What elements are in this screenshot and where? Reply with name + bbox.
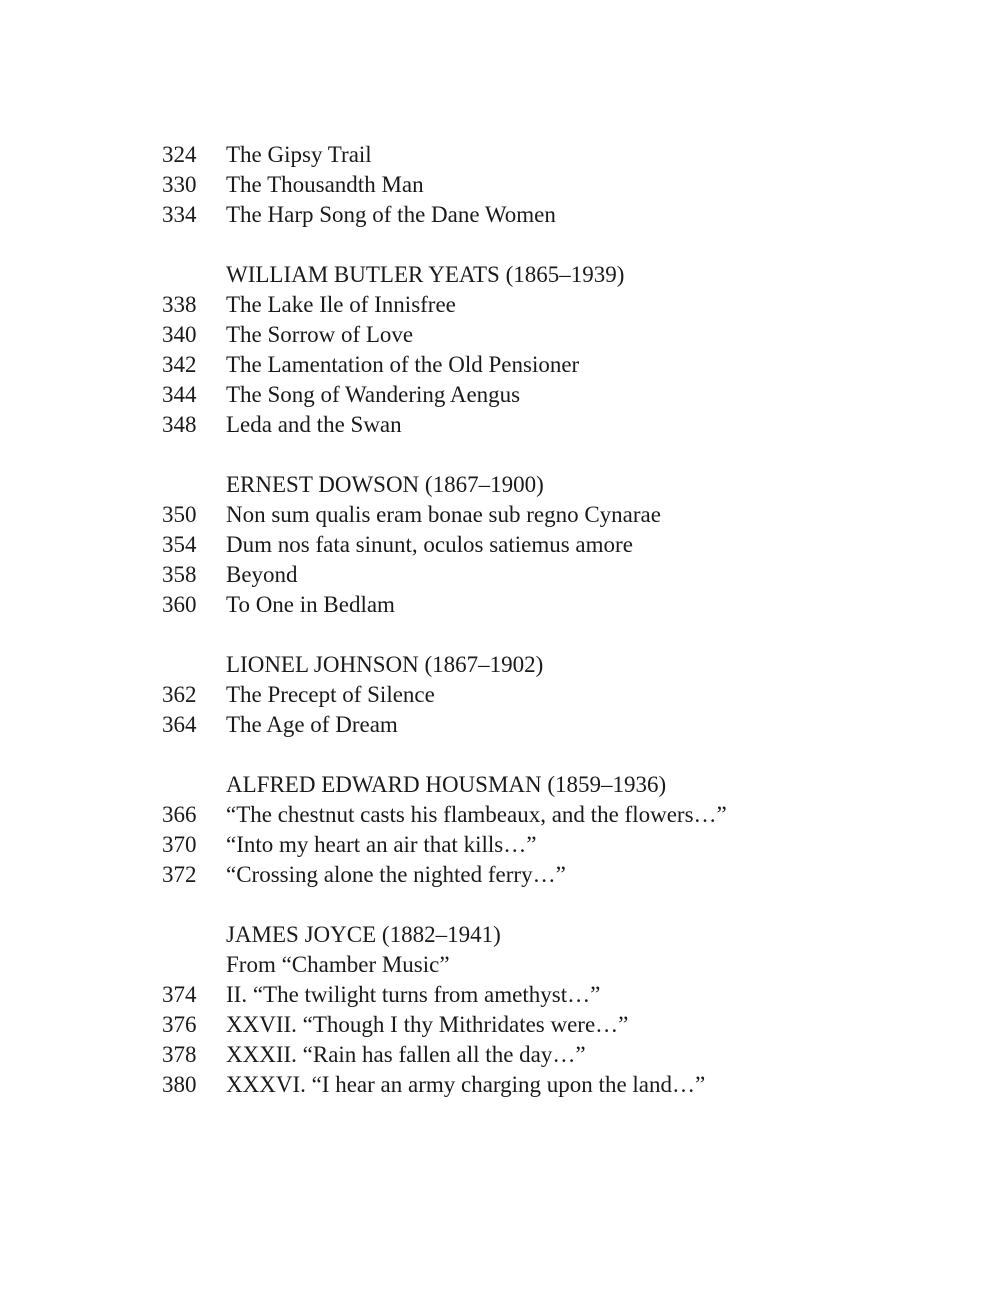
page-number: 344 [162,382,197,407]
toc-entry [0,170,1000,200]
page-number: 372 [162,862,197,887]
author-heading: LIONEL JOHNSON (1867–1902) [226,652,544,677]
page-number: 364 [162,712,197,737]
author-heading: WILLIAM BUTLER YEATS (1865–1939) [226,262,625,287]
page-number: 366 [162,802,197,827]
toc-section [0,470,1000,620]
table-of-contents [0,140,1000,1100]
poem-title: The Song of Wandering Aengus [226,382,521,407]
toc-section [0,920,1000,1100]
toc-entry [0,500,1000,530]
author-heading: ALFRED EDWARD HOUSMAN (1859–1936) [226,772,667,797]
page-number: 378 [162,1042,197,1067]
poem-title: To One in Bedlam [226,592,395,617]
toc-entry [0,140,1000,170]
poem-title: “Crossing alone the nighted ferry…” [226,862,566,887]
poem-title: “Into my heart an air that kills…” [226,832,537,857]
page-number: 362 [162,682,197,707]
toc-entry [0,380,1000,410]
page-number: 374 [162,982,197,1007]
poem-title: The Sorrow of Love [226,322,414,347]
poem-title: Dum nos fata sinunt, oculos satiemus amore [226,532,633,557]
toc-entry [0,350,1000,380]
page-number: 330 [162,172,197,197]
poem-title: II. “The twilight turns from amethyst…” [226,982,601,1007]
toc-entry [0,410,1000,440]
poem-title: XXVII. “Though I thy Mithridates were…” [226,1012,629,1037]
toc-entry [0,1010,1000,1040]
toc-entry [0,200,1000,230]
toc-entry [0,710,1000,740]
page-number: 360 [162,592,197,617]
toc-entry [0,980,1000,1010]
page-number: 380 [162,1072,197,1097]
poem-title: The Thousandth Man [226,172,424,197]
page-number: 340 [162,322,197,347]
toc-entry [0,830,1000,860]
poem-title: The Harp Song of the Dane Women [226,202,556,227]
page-number: 354 [162,532,197,557]
page-number: 350 [162,502,197,527]
toc-entry [0,680,1000,710]
toc-entry [0,800,1000,830]
toc-entry [0,1070,1000,1100]
page-number: 324 [162,142,197,167]
toc-entry [0,530,1000,560]
poem-title: The Precept of Silence [226,682,435,707]
page-number: 334 [162,202,197,227]
poem-title: “The chestnut casts his flambeaux, and the flowers…” [226,802,727,827]
toc-entry [0,590,1000,620]
page-number: 370 [162,832,197,857]
poem-title: The Age of Dream [226,712,398,737]
page-number: 338 [162,292,197,317]
collection-subheading: From “Chamber Music” [226,952,450,977]
toc-entry [0,560,1000,590]
page-number: 376 [162,1012,197,1037]
toc-entry [0,1040,1000,1070]
page-number: 358 [162,562,197,587]
toc-section [0,260,1000,440]
poem-title: Beyond [226,562,298,587]
poem-title: The Gipsy Trail [226,142,372,167]
page-number: 348 [162,412,197,437]
poem-title: The Lake Ile of Innisfree [226,292,456,317]
toc-section [0,140,1000,230]
toc-section [0,770,1000,890]
poem-title: XXXII. “Rain has fallen all the day…” [226,1042,586,1067]
author-heading: ERNEST DOWSON (1867–1900) [226,472,544,497]
toc-entry [0,320,1000,350]
page-number: 342 [162,352,197,377]
toc-entry [0,290,1000,320]
toc-entry [0,860,1000,890]
poem-title: The Lamentation of the Old Pensioner [226,352,580,377]
poem-title: Leda and the Swan [226,412,402,437]
author-heading: JAMES JOYCE (1882–1941) [226,922,501,947]
poem-title: XXXVI. “I hear an army charging upon the land…” [226,1072,706,1097]
poem-title: Non sum qualis eram bonae sub regno Cynarae [226,502,661,527]
toc-section [0,650,1000,740]
